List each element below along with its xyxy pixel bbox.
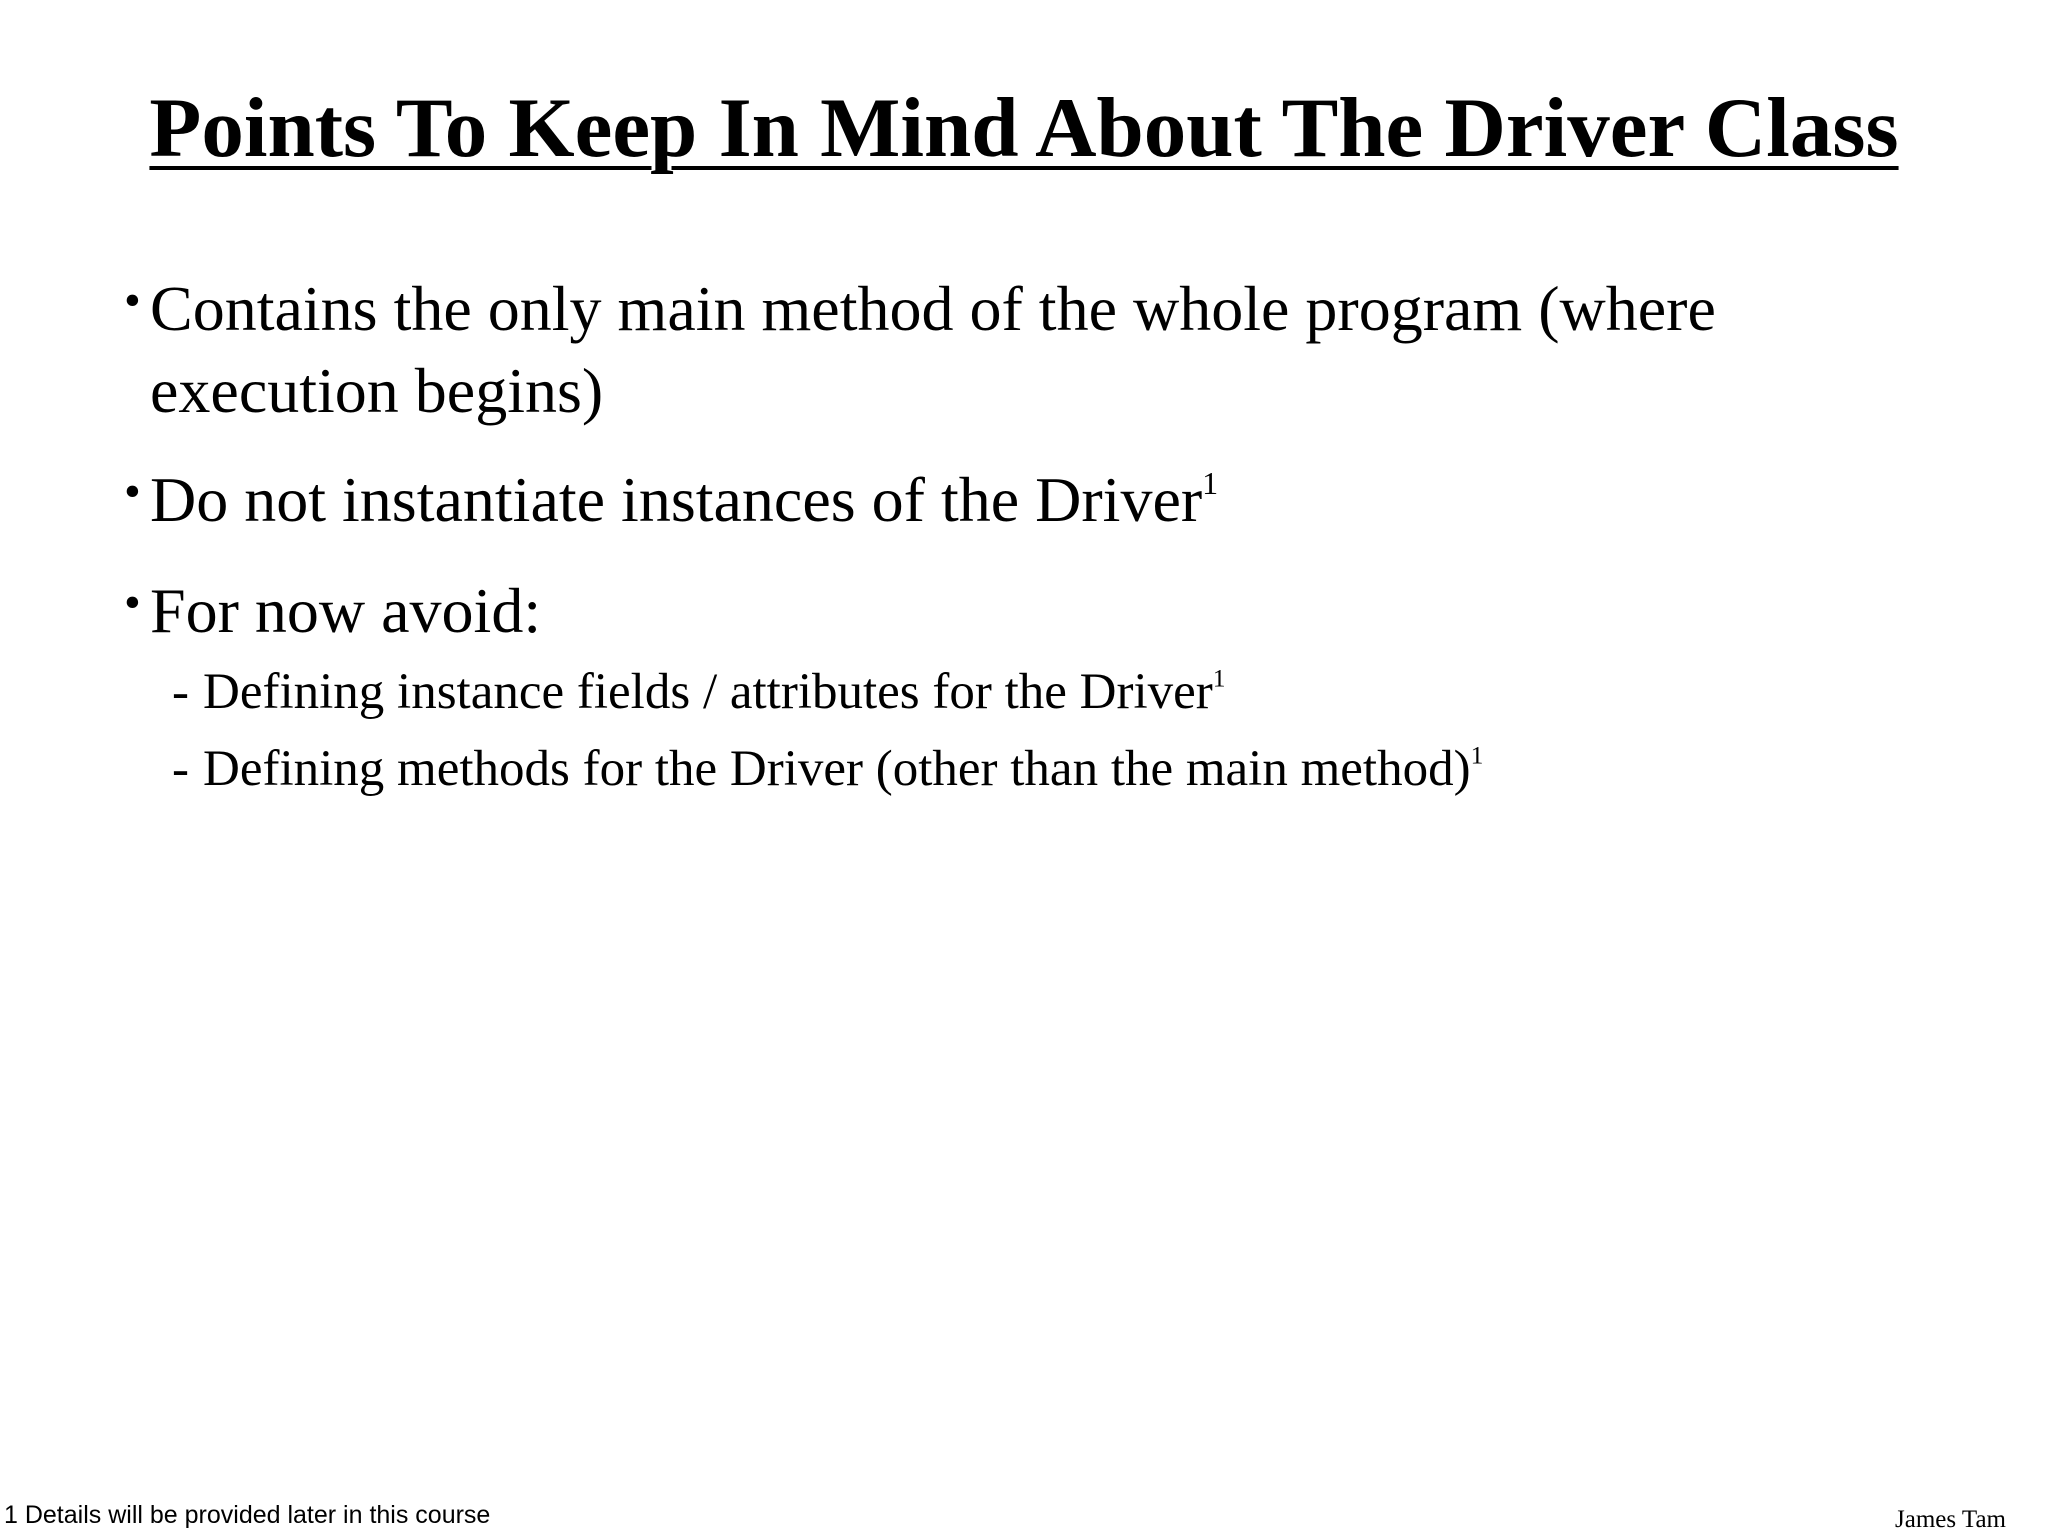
sub-text: [203, 737, 1952, 801]
bullet-marker: •: [124, 274, 141, 327]
footnote-mark: 1: [1470, 740, 1484, 770]
sub-marker: -: [172, 741, 189, 797]
sub-marker: -: [172, 664, 189, 720]
sub-item-instance-fields: [172, 660, 1952, 724]
bullet-item-for-now-avoid: [124, 570, 1874, 652]
footnote: 1 Details will be provided later in this course: [4, 1501, 491, 1529]
footnote-mark: 1: [1212, 663, 1226, 693]
bullet-text-body: Do not instantiate instances of the Driver: [150, 464, 1203, 535]
author-name: James Tam: [1895, 1506, 2006, 1533]
bullet-text: Contains the only main method of the whole program (where execution begins): [150, 273, 1716, 426]
sub-text-body: Defining instance fields / attributes for the Driver: [203, 664, 1213, 720]
bullet-item-main-method: [124, 268, 1874, 432]
bullet-item-no-instantiate: [124, 459, 1874, 541]
slide-title: Points To Keep In Mind About The Driver Class: [149, 81, 1899, 175]
bullet-marker: •: [124, 576, 141, 629]
sub-text: [203, 660, 1952, 724]
bullet-text: [150, 459, 1874, 541]
sub-item-methods: [172, 737, 1952, 801]
bullet-text: For now avoid:: [150, 575, 542, 646]
bullet-marker: •: [124, 465, 141, 518]
footnote-mark: 1: [1202, 464, 1219, 501]
sub-text-body: Defining methods for the Driver (other than the main method): [203, 741, 1471, 797]
